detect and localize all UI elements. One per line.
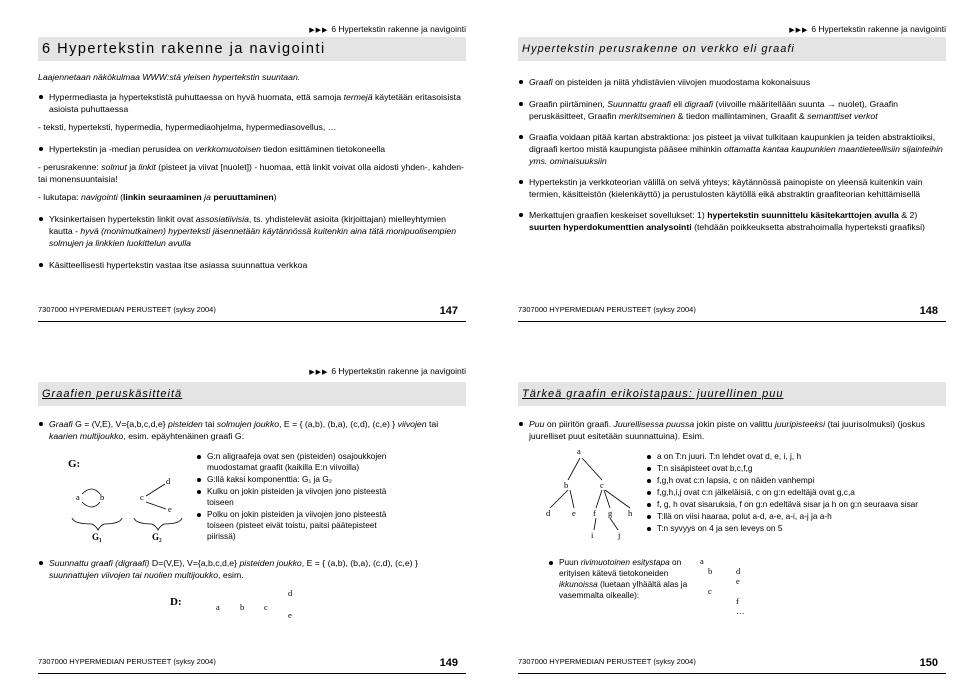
dash-1: - teksti, hyperteksti, hypermedia, hypermediaohjelma, hypermediasovellus, … xyxy=(38,122,337,132)
bullet-2: Suunnattu graafi (digraafi) D=(V,E), V={a,b,c,d,e} pisteiden joukko, E = { (a,b), (b,a), (c,d), (c,e) } suunnattujen viivojen tai nuolien multijoukko, esim. xyxy=(38,557,466,581)
bullet-5: Merkattujen graafien keskeiset sovellukset: 1) hypertekstin suunnittelu käsitekarttojen avulla & 2) suurten hyperdokumenttien analysointi (tehdään poikkeuksetta abstrahoimalla hyperteksti graafiksi) xyxy=(518,209,946,233)
fact-3: f,g,h ovat c:n lapsia, c on näiden vanhempi xyxy=(646,475,936,486)
slide-content xyxy=(38,71,466,275)
tree-node-a: a xyxy=(577,446,581,456)
bullet-1: Puu on piiritön graafi. Juurellisessa puussa jokin piste on valittu juuripisteeksi (tai juurisolmuksi) (joskus juurelliset puut esitetään suunnattuina). Esim. xyxy=(518,418,946,442)
tree-node-e: e xyxy=(572,508,576,518)
bullet-3: Graafia voidaan pitää kartan abstraktiona: jos pisteet ja viivat tulkitaan kaupunkien ja teiden abstraktioiksi, digraafi kertoo mistä kaupungista pääsee mihinkin ottamatta kantaa kaupunkien maantieteellisiin sijainteihin yms. ominaisuuksiin xyxy=(518,131,946,167)
title-bar xyxy=(38,382,466,406)
footer: 7307000 HYPERMEDIAN PERUSTEET (syksy 2004) 150 xyxy=(518,657,946,666)
triangle-icons: ▶▶▶ xyxy=(309,27,332,34)
graph-g-label: G: xyxy=(68,458,81,470)
fact-7: T:n syvyys on 4 ja sen leveys on 5 xyxy=(646,523,936,534)
tree-node-b: b xyxy=(564,480,569,490)
title-bar xyxy=(38,37,466,61)
graph-d xyxy=(160,586,310,620)
row-e: e xyxy=(736,576,740,586)
row-c: c xyxy=(708,586,712,596)
node-a: a xyxy=(216,602,220,612)
bullet-2: Puun rivimuotoinen esitystapa on erityisen kätevä tietokoneiden ikkunoissa (luetaan ylhäältä alas ja vasemmalta oikealle): xyxy=(548,557,692,601)
dash-3: - lukutapa: navigointi (linkin seuraaminen ja peruuttaminen) xyxy=(38,192,277,202)
page-number: 148 xyxy=(919,305,938,317)
fact-6: T:llä on viisi haaraa, polut a-d, a-e, a-i, a-j ja a-h xyxy=(646,511,936,522)
prop-3: Kulku on jokin pisteiden ja viivojen jono pisteestä toiseen xyxy=(196,486,396,508)
slide-title: Hypertekstin perusrakenne on verkko eli graafi xyxy=(522,43,795,55)
tree-node-g: g xyxy=(608,508,613,518)
fact-2: T:n sisäpisteet ovat b,c,f,g xyxy=(646,463,936,474)
bullet-1: Graafi on pisteiden ja niitä yhdistävien viivojen muodostama kokonaisuus xyxy=(518,76,946,88)
breadcrumb: ▶▶▶ 6 Hypertekstin rakenne ja navigointi xyxy=(309,24,466,34)
slide-148 xyxy=(480,0,960,342)
footer-rule xyxy=(38,321,466,322)
graph-g-edges xyxy=(58,454,188,544)
slide-150 xyxy=(480,342,960,684)
row-a: a xyxy=(700,556,704,566)
footer-rule xyxy=(38,673,466,674)
breadcrumb: ▶▶▶ 6 Hypertekstin rakenne ja navigointi xyxy=(309,366,466,376)
node-e: e xyxy=(288,610,292,620)
slide-content-2 xyxy=(38,557,466,585)
node-c: c xyxy=(140,492,144,502)
bullet-2: Hypertekstin ja -median perusidea on verkkomuotoisen tiedon esittäminen tietokoneella xyxy=(38,143,466,155)
page-number: 150 xyxy=(919,657,938,669)
arrow-icon: → xyxy=(827,99,836,109)
slide-title: Tärkeä graafin erikoistapaus: juurellinen puu xyxy=(522,388,784,400)
slide-title: 6 Hypertekstin rakenne ja navigointi xyxy=(42,41,326,57)
row-repr-block xyxy=(548,557,692,605)
footer: 7307000 HYPERMEDIAN PERUSTEET (syksy 2004) 148 xyxy=(518,305,946,314)
node-d: d xyxy=(288,588,293,598)
dash-2: - perusrakenne: solmut ja linkit (pisteet ja viivat [nuolet]) - huomaa, että linkit voivat olla aidosti yhden-, kahden- tai monensuuntaisia! xyxy=(38,162,464,184)
row-more: … xyxy=(736,606,745,616)
prop-2: G:llä kaksi komponenttia: G₁ ja G₂ xyxy=(196,474,396,485)
tree-node-c: c xyxy=(600,480,604,490)
footer-rule xyxy=(518,673,946,674)
bullet-4: Käsitteellisesti hypertekstin vastaa itse asiassa suunnattua verkkoa xyxy=(38,259,466,271)
tree-node-d: d xyxy=(546,508,551,518)
slide-content xyxy=(518,76,946,237)
node-d: d xyxy=(166,476,171,486)
tree-node-i: i xyxy=(591,530,594,540)
page-number: 147 xyxy=(439,305,458,317)
tree-node-f: f xyxy=(593,508,596,518)
graph-properties xyxy=(196,451,396,546)
row-b: b xyxy=(708,566,713,576)
footer: 7307000 HYPERMEDIAN PERUSTEET (syksy 2004) 149 xyxy=(38,657,466,666)
slide-content xyxy=(38,418,466,446)
fact-1: a on T:n juuri. T:n lehdet ovat d, e, i, j, h xyxy=(646,451,936,462)
tree-facts xyxy=(646,451,936,538)
row-d: d xyxy=(736,566,741,576)
footer: 7307000 HYPERMEDIAN PERUSTEET (syksy 2004) 147 xyxy=(38,305,466,314)
node-c: c xyxy=(264,602,268,612)
bullet-4: Hypertekstin ja verkkoteorian välillä on selvä yhteys; käytännössä painopiste on yleensä kuitenkin vain termien, käsitteistön (kielenkäyttö) ja perustulosten käytöllä eikä abstraktin graafiteorian kehittämisellä xyxy=(518,176,946,200)
slide-147 xyxy=(0,0,480,342)
node-b: b xyxy=(240,602,245,612)
slide-149 xyxy=(0,342,480,684)
row-representation xyxy=(700,556,760,620)
tree-node-j: j xyxy=(618,530,621,540)
slide-title: Graafien peruskäsitteitä xyxy=(42,388,183,400)
bullet-3: Yksinkertaisen hypertekstin linkit ovat assosiatiivisia, ts. yhdistelevät asioita (kirjoittajan) mielleyhtymien kautta - hyvä (monimutkainen) hyperteksti jäsennetään käytännössä kuitenkin aina tätä monipuolisempien solmujen ja linkkien luokittelun avulla xyxy=(38,213,466,249)
graph-d-label: D: xyxy=(170,596,182,608)
slide-content xyxy=(518,418,946,446)
g1-label: G₁ xyxy=(92,532,102,542)
row-f: f xyxy=(736,596,739,606)
prop-4: Polku on jokin pisteiden ja viivojen jono pisteestä toiseen (pisteet eivät toistu, paitsi päätepisteet piirissä) xyxy=(196,509,396,542)
prop-1: G:n aligraafeja ovat sen (pisteiden) osajoukkojen muodostamat graafit (kaikilla E:n viivoilla) xyxy=(196,451,396,473)
breadcrumb: ▶▶▶ 6 Hypertekstin rakenne ja navigointi xyxy=(789,24,946,34)
bullet-2: Graafin piirtäminen, Suunnattu graafi eli digraafi (viivoille määritellään suunta → nuolet), Graafin peruskäsitteet, Graafin merkitseminen & tiedon mallintaminen, Graafit & semanttiset verkot xyxy=(518,98,946,122)
tree-node-h: h xyxy=(628,508,633,518)
fact-4: f,g,h,i,j ovat c:n jälkeläisiä, c on g:n edeltäjä ovat g,c,a xyxy=(646,487,936,498)
g2-label: G₂ xyxy=(152,532,162,542)
title-bar xyxy=(518,37,946,61)
page-number: 149 xyxy=(439,657,458,669)
node-e: e xyxy=(168,504,172,514)
fact-5: f, g, h ovat sisaruksia, f on g:n edeltävä sisar ja h on g:n seuraava sisar xyxy=(646,499,936,510)
intro-line: Laajennetaan näkökulmaa WWW:stä yleisen hypertekstin suuntaan. xyxy=(38,72,301,82)
bullet-1: Hypermediasta ja hypertekstistä puhuttaessa on hyvä huomata, että samoja termejä käytetään eritasoisista asioista puhuttaessa xyxy=(38,91,466,115)
triangle-icons: ▶▶▶ xyxy=(789,27,812,34)
triangle-icons: ▶▶▶ xyxy=(309,369,332,376)
node-a: a xyxy=(76,492,80,502)
title-bar xyxy=(518,382,946,406)
footer-rule xyxy=(518,321,946,322)
tree-edges xyxy=(542,450,642,542)
graph-g xyxy=(58,454,188,544)
bullet-1: Graafi G = (V,E), V={a,b,c,d,e} pisteiden tai solmujen joukko, E = { (a,b), (b,a), (c,d), (c,e) } viivojen tai kaarien multijoukko, esim. epäyhtenäinen graafi G: xyxy=(38,418,466,442)
tree-diagram xyxy=(542,446,642,542)
node-b: b xyxy=(100,492,105,502)
